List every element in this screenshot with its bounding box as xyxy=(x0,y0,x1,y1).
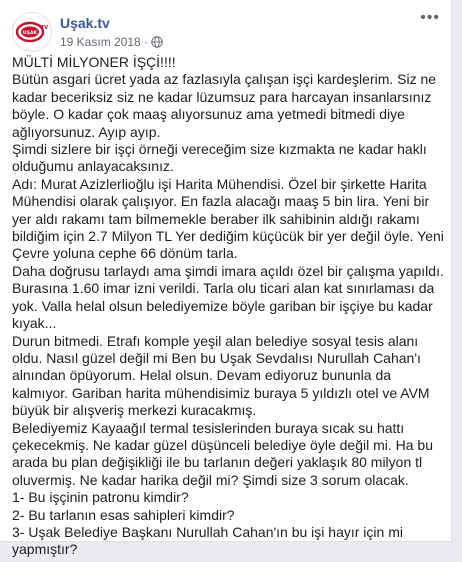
post-paragraph: Adı: Murat Azizlerlioğlu işi Harita Mühendisi. Özel bir şirkette Harita Mühendisi olarak çalışıyor. En fazla alacağı maaş 5 bin lira. Yeni bir yer aldı rakamı tam bilmemekle beraber ilk sahibinin aldığı rakamı bildiğim için 2.7 Milyon TL Yer dediğim küçücük bir yer değil öyle. Yeni Çevre yoluna cephe 66 dönüm tarla. xyxy=(12,175,448,262)
post-date-link[interactable]: 19 Kasım 2018 xyxy=(60,35,141,49)
globe-icon[interactable] xyxy=(151,36,163,48)
post-meta xyxy=(60,34,163,50)
post-question: 3- Uşak Belediye Başkanı Nurullah Cahan'ın bu işi hayır için mi yapmıştır? xyxy=(12,523,407,558)
post-paragraph: MÜLTİ MİLYONER İŞÇİ!!!! xyxy=(12,54,176,70)
post-question: 2- Bu tarlanın esas sahipleri kimdir? xyxy=(12,506,235,523)
post-paragraph: Daha doğrusu tarlaydı ama şimdi imara açıldı özel bir çalışma yapıldı. Burasına 1.60 imar izni verildi. Tarla olu ticari alan kat sınırlaması da yok. Valla helal olsun belediyemize böyle gariban bir işçiye bu kadar kıyak... xyxy=(12,262,448,332)
post-question: 1- Bu işçinin patronu kimdir? xyxy=(12,489,189,506)
ellipsis-horizontal-icon[interactable]: ••• xyxy=(420,9,440,26)
post-paragraph: Belediyemiz Kayaağıl termal tesislerinden buraya sıcak su hattı çekecekmiş. Ne kadar güzel düşünceli belediye öyle değil mi. Ha bu arada bu plan değişikliği ile bu tarlanın değeri yaklaşık 80 milyon tl oluvermiş. Ne kadar harika değil mi? Şimdi size 3 sorum olacak. xyxy=(12,419,437,488)
post-paragraph: Durun bitmedi. Etrafı komple yeşil alan belediye sosyal tesis alanı oldu. Nasıl güzel değil mi Ben bu Uşak Sevdalısı Nurullah Cahan'ı alnından öpüyorum. Helal olsun. Devam ediyoruz bununla da kalmıyor. Gariban harita mühendisimiz buraya 5 yıldızlı otel ve AVM büyük bir alışveriş merkezi kuracakmış. xyxy=(12,332,434,419)
logo-tv-text: TV xyxy=(40,25,49,31)
usak-tv-logo-icon xyxy=(13,13,51,51)
post-text xyxy=(12,54,448,559)
post-paragraph: Şimdi sizlere bir işçi örneği vereceğim size kızmakta ne kadar haklı olduğumu anlayacaksınız. xyxy=(12,141,431,175)
post-paragraph: Bütün asgari ücret yada az fazlasıyla çalışan işçi kardeşlerim. Siz ne kadar beceriksiz siz ne kadar lüzumsuz para harcayan insanlarsınız böyle. O kadar çok maaş alıyorsunuz ama yetmedi bitmedi diye ağlıyorsunuz. Ayıp ayıp. xyxy=(12,71,440,140)
page-name-link[interactable]: Uşak.tv xyxy=(60,15,110,31)
avatar[interactable] xyxy=(12,12,52,52)
logo-text: UŞAK xyxy=(22,31,38,36)
post-header xyxy=(12,9,440,52)
meta-separator: · xyxy=(143,35,148,49)
